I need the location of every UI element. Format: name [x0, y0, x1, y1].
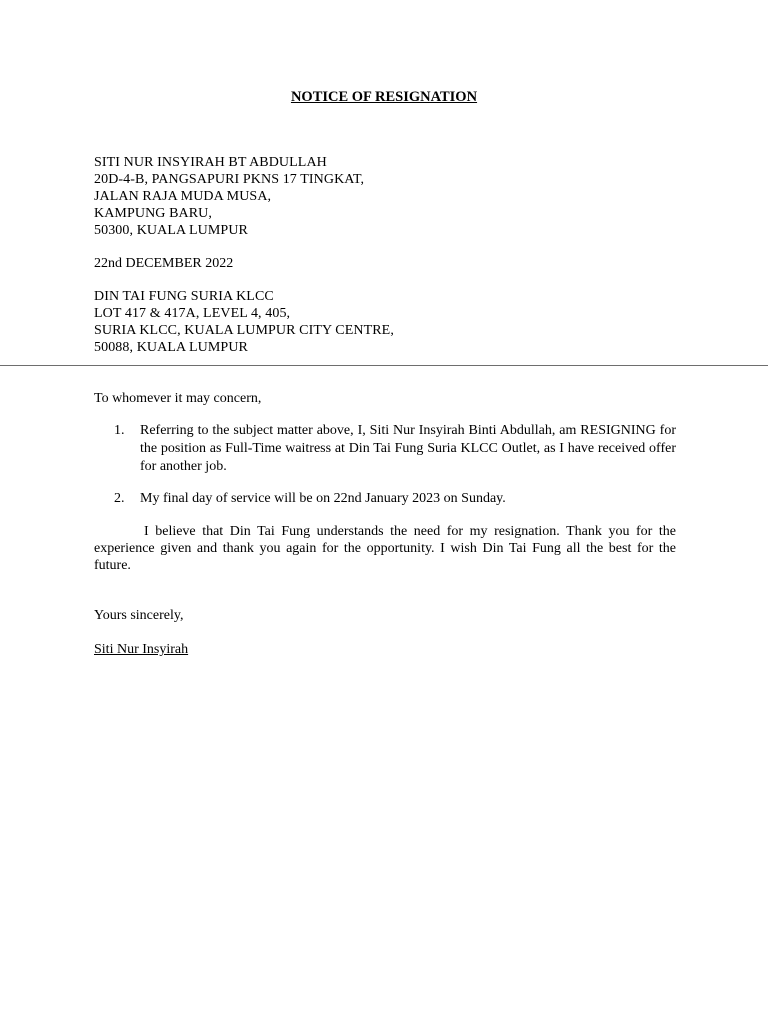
recipient-address-line: SURIA KLCC, KUALA LUMPUR CITY CENTRE,: [94, 323, 394, 338]
list-item-text: My final day of service will be on 22nd January 2023 on Sunday.: [140, 491, 506, 506]
sender-address: [94, 154, 364, 239]
sender-postcode-city: 50300, KUALA LUMPUR: [94, 223, 248, 238]
closing: Yours sincerely,: [94, 608, 184, 623]
list-item-number: 1.: [114, 423, 125, 438]
list-item: [94, 490, 676, 508]
signature-name: Siti Nur Insyirah: [94, 642, 189, 657]
body-paragraph: I believe that Din Tai Fung understands the need for my resignation. Thank you for the experience given and thank you again for the opportunity. I wish Din Tai Fung all the best for the future.: [94, 524, 676, 573]
recipient-postcode-city: 50088, KUALA LUMPUR: [94, 340, 248, 355]
list-item-number: 2.: [114, 491, 125, 506]
sender-address-line: 20D-4-B, PANGSAPURI PKNS 17 TINGKAT,: [94, 172, 365, 187]
sender-address-line: KAMPUNG BARU,: [94, 206, 212, 221]
horizontal-divider: [0, 365, 768, 366]
recipient-address: [94, 288, 394, 356]
document-title: NOTICE OF RESIGNATION: [290, 89, 478, 105]
list-item: [94, 422, 676, 476]
letter-date: 22nd DECEMBER 2022: [94, 256, 234, 271]
sender-name: SITI NUR INSYIRAH BT ABDULLAH: [94, 155, 327, 170]
salutation: To whomever it may concern,: [94, 391, 262, 406]
recipient-name: DIN TAI FUNG SURIA KLCC: [94, 289, 274, 304]
recipient-address-line: LOT 417 & 417A, LEVEL 4, 405,: [94, 306, 291, 321]
list-item-text: Referring to the subject matter above, I, Siti Nur Insyirah Binti Abdullah, am RESIGNING for the position as Full-Time waitress at Din Tai Fung Suria KLCC Outlet, as I have received offer for another job.: [140, 423, 676, 474]
sender-address-line: JALAN RAJA MUDA MUSA,: [94, 189, 272, 204]
